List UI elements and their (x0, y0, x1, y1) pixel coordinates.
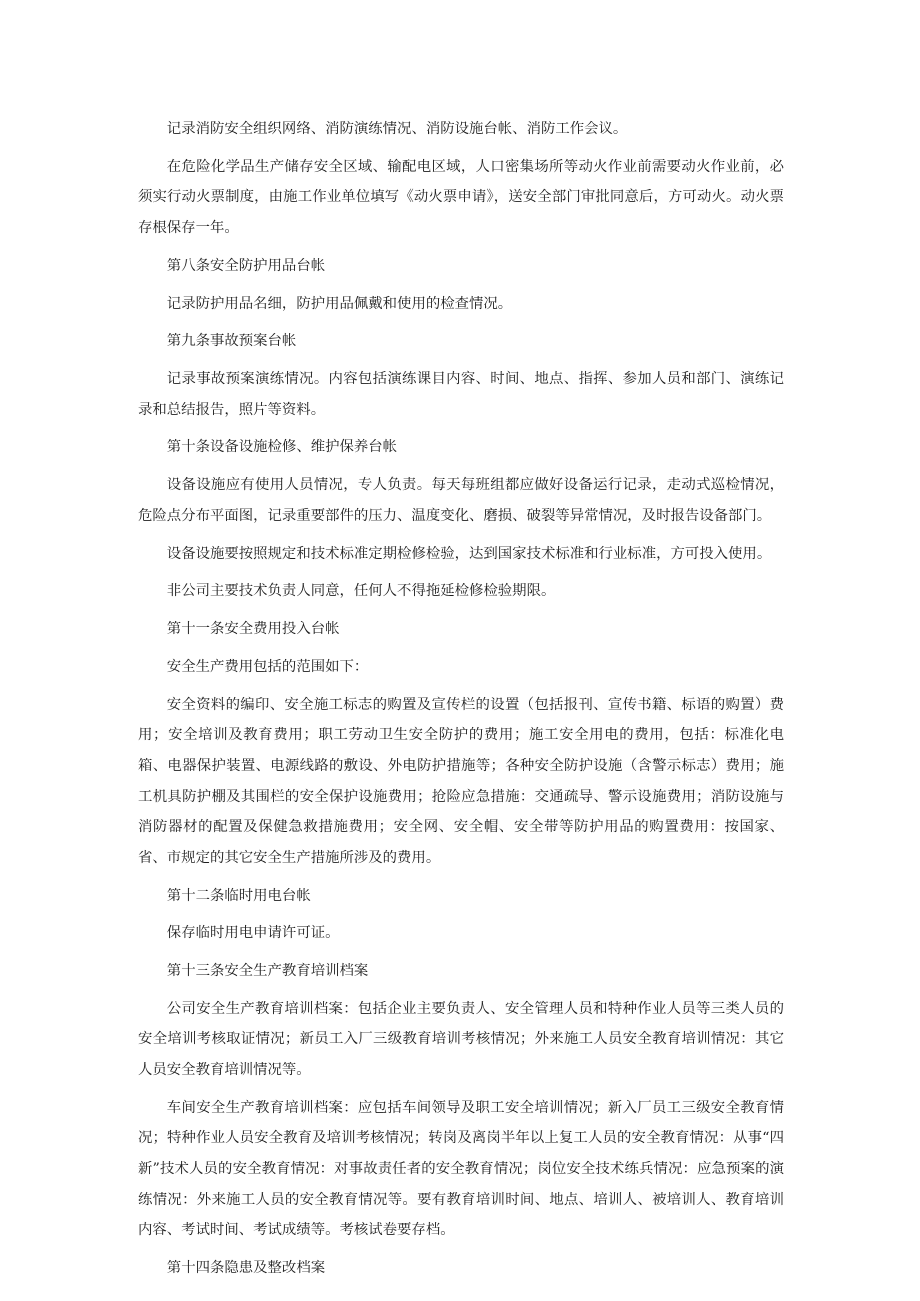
article-8-heading: 第八条安全防护用品台帐 (166, 257, 326, 274)
paragraph-hot-work-permit: 在危险化学品生产储存安全区域、输配电区域，人口密集场所等动火作业前需要动火作业前，必须实行动火票制度，由施工作业单位填写《动火票申请》，送安全部门审批同意后，方可动火。动火票存根保存一年。 (138, 158, 784, 236)
paragraph-accident-plan: 记录事故预案演练情况。内容包括演练课目内容、时间、地点、指挥、参加人员和部门、演练记录和总结报告，照片等资料。 (138, 371, 784, 418)
document-body (138, 114, 784, 1291)
paragraph-safety-cost-scope: 安全生产费用包括的范围如下： (166, 658, 369, 675)
article-10-heading: 第十条设备设施检修、维护保养台帐 (166, 439, 398, 456)
paragraph-temporary-power: 保存临时用电申请许可证。 (166, 925, 340, 942)
article-9-heading: 第九条事故预案台帐 (166, 333, 297, 350)
paragraph-equipment-operation: 设备设施应有使用人员情况，专人负责。每天每班组都应做好设备运行记录，走动式巡检情况，危险点分布平面图，记录重要部件的压力、温度变化、磨损、破裂等异常情况，及时报告设备部门。 (138, 477, 784, 524)
paragraph-safety-cost-items: 安全资料的编印、安全施工标志的购置及宣传栏的设置（包括报刊、宣传书籍、标语的购置）费用；安全培训及教育费用；职工劳动卫生安全防护的费用；施工安全用电的费用，包括：标准化电箱、电器保护装置、电源线路的敷设、外电防护措施等；各种安全防护设施（含警示标志）费用；施工机具防护棚及其围栏的安全保护设施费用；抢险应急措施：交通疏导、警示设施费用；消防设施与消防器材的配置及保健急救措施费用；安全网、安全帽、安全带等防护用品的购置费用：按国家、省、市规定的其它安全生产措施所涉及的费用。 (138, 696, 784, 866)
article-12-heading: 第十二条临时用电台帐 (166, 887, 311, 904)
article-14-heading: 第十四条隐患及整改档案 (166, 1259, 326, 1276)
article-13-heading: 第十三条安全生产教育培训档案 (166, 963, 369, 980)
paragraph-protective-equipment: 记录防护用品名细，防护用品佩戴和使用的检查情况。 (166, 295, 513, 312)
article-11-heading: 第十一条安全费用投入台帐 (166, 621, 340, 638)
paragraph-workshop-training: 车间安全生产教育培训档案：应包括车间领导及职工安全培训情况；新入厂员工三级安全教育情况；特种作业人员安全教育及培训考核情况；转岗及离岗半年以上复工人员的安全教育情况：从事“四新”技术人员的安全教育情况：对事故责任者的安全教育情况；岗位安全技术练兵情况：应急预案的演练情况：外来施工人员的安全教育情况等。要有教育培训时间、地点、培训人、被培训人、教育培训内容、考试时间、考试成绩等。考核试卷要存档。 (138, 1099, 784, 1239)
paragraph-inspection-deadline: 非公司主要技术负责人同意，任何人不得拖延检修检验期限。 (166, 583, 556, 600)
paragraph-company-training: 公司安全生产教育培训档案：包括企业主要负责人、安全管理人员和特种作业人员等三类人员的安全培训考核取证情况；新员工入厂三级教育培训考核情况；外来施工人员安全教育培训情况：其它人员安全教育培训情况等。 (138, 1000, 784, 1079)
paragraph-fire-records: 记录消防安全组织网络、消防演练情况、消防设施台帐、消防工作会议。 (166, 121, 628, 137)
paragraph-equipment-inspection: 设备设施要按照规定和技术标准定期检修检验，达到国家技术标准和行业标准，方可投入使用。 (166, 545, 772, 562)
